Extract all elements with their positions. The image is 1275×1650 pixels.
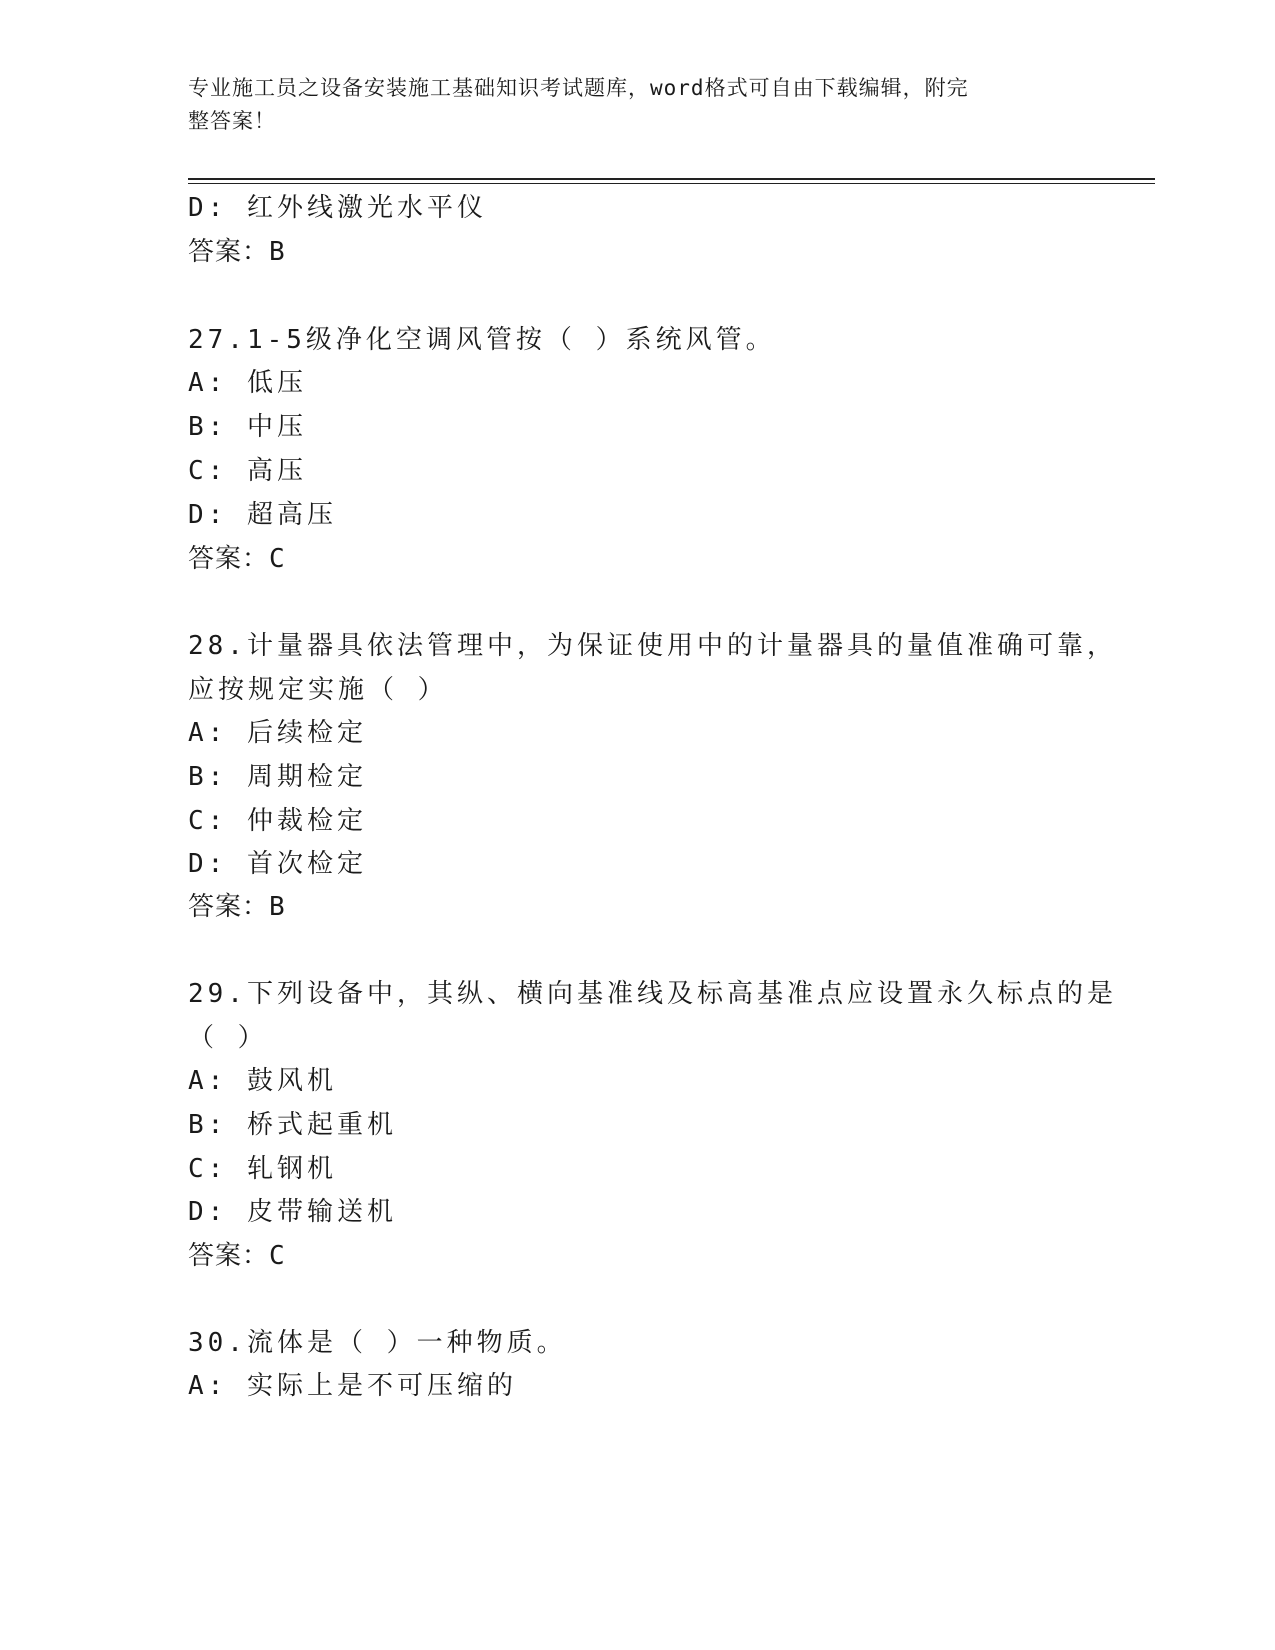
- q28-stem-line-1: 28.计量器具依法管理中，为保证使用中的计量器具的量值准确可靠，: [188, 631, 1117, 661]
- q28-option-c: C: 仲裁检定: [188, 806, 367, 836]
- q27-option-d: D: 超高压: [188, 500, 337, 530]
- header-divider-thin: [188, 183, 1155, 184]
- q26-answer: 答案：B: [188, 237, 286, 267]
- q28-answer: 答案：B: [188, 892, 286, 922]
- q29-option-b: B: 桥式起重机: [188, 1110, 397, 1140]
- q29-stem-line-2: （ ）: [188, 1023, 268, 1053]
- header-line-2: 整答案！: [188, 109, 276, 133]
- q28-stem-line-2: 应按规定实施（ ）: [188, 675, 448, 705]
- q27-option-c: C: 高压: [188, 456, 307, 486]
- q28-option-b: B: 周期检定: [188, 762, 367, 792]
- q27-option-b: B: 中压: [188, 412, 307, 442]
- q29-answer: 答案：C: [188, 1241, 286, 1271]
- header-divider-thick: [188, 178, 1155, 180]
- q30-stem: 30.流体是（ ）一种物质。: [188, 1328, 567, 1358]
- q29-option-d: D: 皮带输送机: [188, 1197, 397, 1227]
- header-line-1: 专业施工员之设备安装施工基础知识考试题库，word格式可自由下载编辑，附完: [188, 76, 969, 100]
- q28-option-d: D: 首次检定: [188, 849, 367, 879]
- q29-option-a: A: 鼓风机: [188, 1066, 337, 1096]
- q27-stem: 27.1-5级净化空调风管按（ ）系统风管。: [188, 325, 776, 355]
- q30-option-a: A: 实际上是不可压缩的: [188, 1371, 517, 1401]
- q29-stem-line-1: 29.下列设备中，其纵、横向基准线及标高基准点应设置永久标点的是: [188, 979, 1117, 1009]
- q29-option-c: C: 轧钢机: [188, 1154, 337, 1184]
- q27-option-a: A: 低压: [188, 368, 307, 398]
- q26-option-d: D: 红外线激光水平仪: [188, 193, 487, 223]
- q27-answer: 答案：C: [188, 544, 286, 574]
- q28-option-a: A: 后续检定: [188, 718, 367, 748]
- document-header: [188, 72, 1068, 138]
